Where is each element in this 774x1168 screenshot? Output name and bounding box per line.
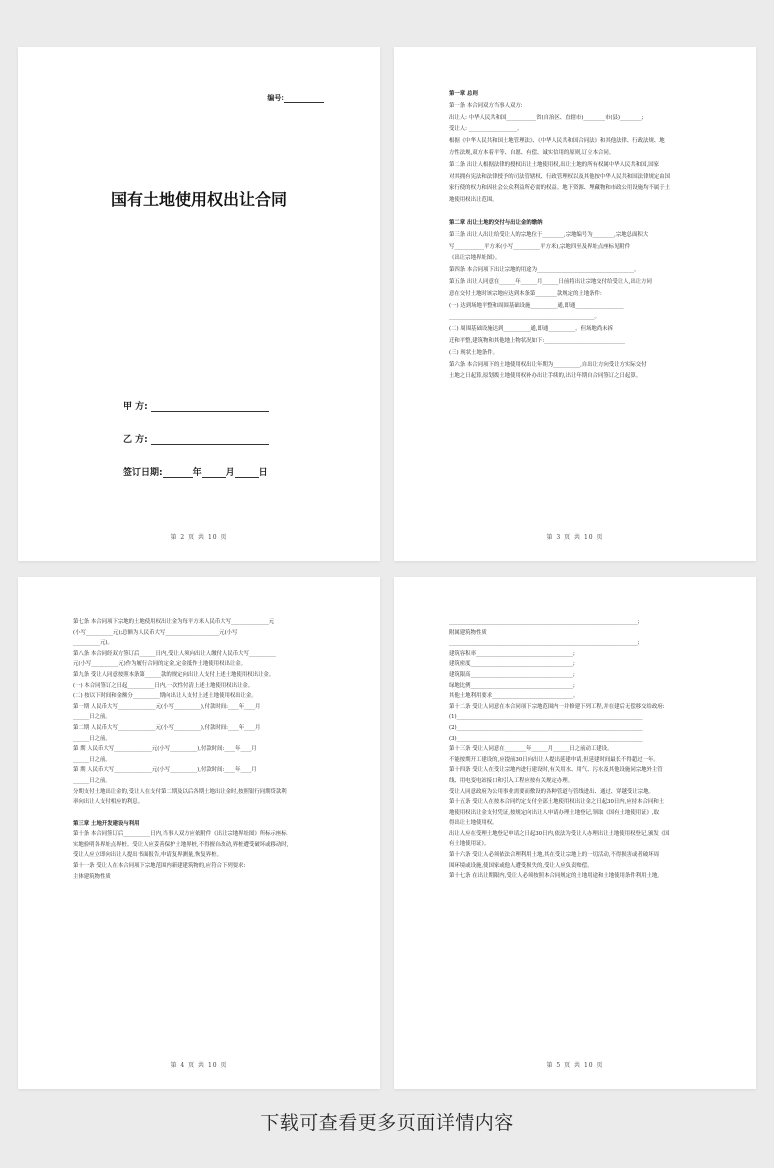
body-line: 第一条 本合同双方当事人双方:: [449, 102, 523, 109]
body-line: __________元)。: [73, 640, 113, 647]
body-line: 建筑密度______________________________________;: [449, 661, 575, 668]
chapter-heading: 第一章 总则: [449, 91, 478, 97]
body-line: ______日之前。: [73, 777, 111, 784]
contract-page-2: [18, 47, 380, 561]
page-body: [73, 617, 325, 882]
body-line: (2)_____________________________________________________________________: [449, 724, 643, 731]
body-line: ______________________________________________________。: [449, 314, 600, 321]
body-line: ______________________________________________________________________;: [449, 640, 640, 647]
body-line: 第十一条 受让人在本合同项下宗地范围内新建建筑物的,应符合下列要求:: [73, 863, 246, 870]
body-line: 第二条 出让人根据法律的授权出让土地使用权,出让土地的所有权属中华人民共和国,国家: [449, 161, 659, 168]
body-line: 第十条 本合同签订后__________日内,当事人双方应依附件《出让宗地界址图》所标示座标: [73, 831, 287, 838]
body-line: 出让人应在受理土地登记申请之日起30日内,依法为受让人办理出让土地使用权登记,颁发《国: [449, 830, 670, 837]
body-line: 第四条 本合同项下出让宗地的用途为____________________________________。: [449, 267, 640, 274]
paragraph-gap: [73, 808, 325, 819]
contract-page-4: [18, 577, 380, 1089]
body-line: 第十六条 受让人必须依法合理利用土地,其在受让宗地上的一切活动,不得损害或者破坏周: [449, 852, 659, 859]
page-body: [449, 617, 701, 882]
body-line: 附属建筑物性质: [449, 629, 487, 636]
body-line: 第十七条 在出让期限内,受让人必须按照本合同规定的土地用途和土地使用条件利用土地,: [449, 873, 659, 880]
body-line: 家行使的权力和因社会公众利益所必需的权益。地下资源、埋藏物和市政公用设施均不属于土: [449, 185, 671, 192]
body-line: 得出让土地使用权。: [449, 820, 498, 827]
body-line: ______日之前。: [73, 756, 111, 763]
body-line: 《出让宗地界址图》。: [449, 255, 501, 262]
body-line: 主体建筑物性质: [73, 873, 111, 880]
body-line: 第一期 人民币大写______________元(小写__________),付款时间:____年____月: [73, 703, 261, 710]
body-line: 第八条 本合同经双方签订后______日内,受让人须向出让人缴付人民币大写__________: [73, 650, 276, 657]
body-line: 分期支付土地出让金的,受让人在支付第二期及以后各期土地出让金时,按照银行同期贷款利: [73, 788, 287, 795]
body-line: 第十三条 受让人同意在________年______月______日之前动工建设。: [449, 746, 613, 753]
body-line: 不能按期开工建设的,应提前30日向出让人提出延建申请,但延建时间最长不得超过一年。: [449, 756, 659, 763]
download-more-banner: 下载可查看更多页面详情内容: [260, 1112, 514, 1134]
body-line: 实地验明各界址点界桩。受让人应妥善保护土地界桩,不得擅自改动,界桩遭受破坏或移动时,: [73, 841, 289, 848]
body-line: 出让人: 中华人民共和国___________省(自治区、直辖市)________市(县)________;: [449, 114, 644, 121]
party-a-field: [123, 399, 269, 412]
body-line: (三) 现状土地条件。: [449, 349, 499, 356]
page-footer: 第 5 页 共 10 页: [546, 1062, 604, 1069]
body-line: 率向出让人支付相应的利息。: [73, 799, 144, 806]
sign-date-month: 月: [225, 468, 235, 478]
body-line: 建筑容积率____________________________________;: [449, 650, 575, 657]
contract-number-label: 编号:: [267, 93, 284, 102]
body-line: 对其拥有宪法和法律授予的司法管辖权、行政管理权以及其他按中华人民共和国法律规定由国: [449, 173, 671, 180]
body-line: ______________________________________________________________________;: [449, 619, 640, 625]
body-line: ______日之前。: [73, 714, 111, 721]
body-line: 根据《中华人民共和国土地管理法》、《中华人民共和国合同法》和其他法律、行政法规、地: [449, 138, 665, 145]
chapter-heading: 第三章 土地开发建设与利用: [73, 820, 140, 827]
page-footer: 第 2 页 共 10 页: [170, 534, 228, 541]
body-line: 围环境或设施,使国家或他人遭受损失的,受让人应负责赔偿。: [449, 862, 593, 869]
body-line: (一) 本合同签订之日起__________日内,一次性付清上述土地使用权出让金。: [73, 682, 254, 689]
body-line: (一) 达到场地平整和周围基础设施__________通,即通__________________: [449, 302, 624, 309]
body-line: 第六条 本合同项下的土地使用权出让年期为__________,自出让方向受让方实际交付: [449, 361, 647, 368]
body-line: 建筑限高______________________________________;: [449, 671, 575, 678]
body-line: 第二期 人民币大写______________元(小写__________),付款时间:____年____月: [73, 724, 261, 731]
body-line: 第九条 受让人同意按照本条第______款的规定向出让人支付上述土地使用权出让金。: [73, 671, 275, 678]
body-line: 线、用电变电站接口和引入工程应按有关规定办理。: [449, 777, 573, 784]
sign-date-day: 日: [258, 468, 268, 478]
body-line: 方性法规,双方本着平等、自愿、有偿、诚实信用的原则,订立本合同。: [449, 149, 615, 156]
body-line: 迁和平整,建筑物和其他地上物状况如下:______________________________: [449, 337, 626, 344]
sign-date-field: [123, 465, 268, 478]
party-b-label: 乙 方:: [123, 435, 148, 445]
body-line: 受让人: __________________。: [449, 126, 523, 133]
page-body: [449, 89, 701, 383]
party-b-field: [123, 432, 269, 445]
body-line: 第十四条 受让人在受让宗地内进行建设时,有关用水、用气、污水及其他设施同宗地外主管: [449, 767, 663, 774]
body-line: 其他土地利用要求______________________________。: [449, 693, 579, 700]
body-line: 第五条 出让人同意在______年______月______日前将出让宗地交付给受让人,出让方同: [449, 278, 652, 285]
body-line: (二) 周围基础设施达到__________通,即通__________。但场地尚未拆: [449, 326, 613, 333]
body-line: 第 期 人民币大写______________元(小写__________),付款时间:____年____月: [73, 767, 257, 774]
sign-date-year: 年: [192, 468, 202, 478]
body-line: 第三条 出让人出让给受让人的宗地位于________,宗地编号为________,宗地总面积大: [449, 231, 649, 238]
body-line: 地使用权出让金支付凭证,按规定向出让人申请办理土地登记,领取《国有土地使用证》,取: [449, 809, 659, 816]
body-line: 绿地比例______________________________________;: [449, 682, 575, 689]
contract-title: 国有土地使用权出让合同: [110, 190, 287, 209]
body-line: 第七条 本合同项下宗地的土地使用权出让金为每平方米人民币大写______________元: [73, 619, 275, 625]
body-line: 有土地使用证》。: [449, 841, 490, 848]
body-line: (3)_____________________________________________________________________: [449, 735, 643, 742]
body-line: 受让人应立即向出让人提出书面报告,申请复界测量,恢复界桩。: [73, 852, 222, 859]
contract-page-3: [394, 47, 756, 561]
contract-number-field: [267, 93, 324, 103]
body-line: (小写__________元);总额为人民币大写____________________元(小写: [73, 629, 238, 636]
chapter-heading: 第二章 出让土地的交付与出让金的缴纳: [449, 219, 543, 226]
sign-date-label: 签订日期:: [123, 468, 163, 478]
body-line: 第十五条 受让人在按本合同约定支付全部土地使用权出让金之日起30日内,应持本合同和土: [449, 799, 665, 806]
body-line: (1)_____________________________________________________________________: [449, 714, 643, 721]
body-line: 土地之日起算,原划拨土地使用权补办出让手续的,出让年期自合同签订之日起算。: [449, 373, 642, 380]
party-a-label: 甲 方:: [123, 402, 148, 412]
contract-page-5: [394, 577, 756, 1089]
body-line: (二) 按以下时间和金额分__________期向出让人支付上述土地使用权出让金。: [73, 693, 257, 700]
body-line: ______日之前。: [73, 735, 111, 742]
body-line: 意在交付土地时该宗地应达到本条第________款规定的土地条件:: [449, 290, 602, 297]
body-line: 第十二条 受让人同意在本合同项下宗地范围内一并修建下列工程,并在建后无偿移交给政府:: [449, 703, 665, 710]
body-line: 写___________平方米(小写__________平方米),宗地四至及界址点座标见附件: [449, 243, 631, 250]
body-line: 元(小写__________元)作为履行合同的定金,定金抵作土地使用权出让金。: [73, 661, 247, 668]
body-line: 地使用权出让范围。: [449, 197, 498, 204]
body-line: 第 期 人民币大写______________元(小写__________),付款时间:____年____月: [73, 746, 257, 753]
page-footer: 第 3 页 共 10 页: [546, 534, 604, 541]
body-line: 受让人同意政府为公用事业需要而敷设的各种管道与管线进出、通过、穿越受让宗地。: [449, 788, 654, 795]
paragraph-gap: [449, 207, 701, 218]
page-footer: 第 4 页 共 10 页: [170, 1062, 228, 1069]
